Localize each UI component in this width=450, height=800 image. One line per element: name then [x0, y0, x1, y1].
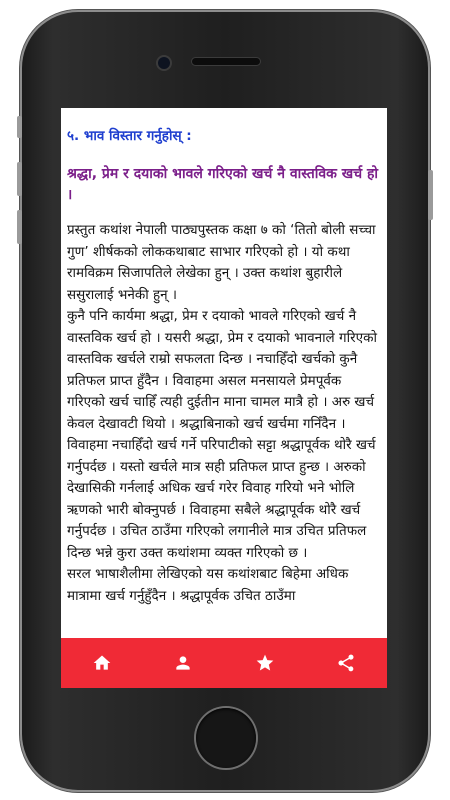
home-hardware-button[interactable] — [196, 708, 256, 768]
star-icon — [255, 653, 275, 673]
home-button[interactable] — [61, 638, 143, 688]
favorite-button[interactable] — [224, 638, 306, 688]
article-content[interactable] — [67, 108, 383, 638]
article-body — [67, 220, 383, 607]
front-camera — [158, 57, 170, 69]
person-icon — [173, 653, 193, 673]
share-button[interactable] — [306, 638, 388, 688]
volume-down-button — [17, 210, 22, 244]
share-icon — [336, 653, 356, 673]
paragraph: सरल भाषाशैलीमा लेखिएको यस कथांशबाट बिहेमा अधिक मात्रामा खर्च गर्नुहुँदैन । श्रद्धापूर्वक उचित ठाउँमा — [67, 566, 349, 604]
volume-up-button — [17, 162, 22, 196]
paragraph: प्रस्तुत कथांश नेपाली पाठ्यपुस्तक कक्षा ७ को ‘तितो बोली सच्चा गुण’ शीर्षकको लोककथाबाट साभार गरिएको हो । यो कथा रामविक्रम सिजापतिले लेखेका हुन् । उक्त कथांश बुहारीले ससुरालाई भनेकी हुन् । — [67, 222, 376, 303]
home-icon — [92, 653, 112, 673]
profile-button[interactable] — [143, 638, 225, 688]
bottom-navigation — [61, 638, 387, 688]
section-heading: ५. भाव विस्तार गर्नुहोस् : — [67, 128, 192, 144]
topic-subheading: श्रद्धा, प्रेम र दयाको भावले गरिएको खर्च नै वास्तविक खर्च हो । — [67, 166, 379, 203]
silent-switch — [17, 116, 22, 138]
earpiece-speaker — [192, 58, 260, 65]
paragraph: कुनै पनि कार्यमा श्रद्धा, प्रेम र दयाको भावले गरिएको खर्च नै वास्तविक खर्च हो । यसरी श्रद्धा, प्रेम र दयाको भावनाले गरिएको वास्तविक खर्चले राम्रो सफलता दिन्छ । नचाहिँदो खर्चको कुनै प्रतिफल प्राप्त हुँदैन । विवाहमा असल मनसायले प्रेमपूर्वक गरिएको खर्च चाहिँ त्यही दुईतीन माना चामल मात्रै हो । अरु खर्च केवल देखावटी थियो । श्रद्धाबिनाको खर्च खर्चमा गनिँदैन । विवाहमा नचाहिँदो खर्च गर्ने परिपाटीको सट्टा श्रद्धापूर्वक थोरै खर्च गर्नुपर्दछ । यस्तो खर्चले मात्र सही प्रतिफल प्राप्त हुन्छ । अरुको देखासिकी गर्नलाई अधिक खर्च गरेर विवाह गरियो भने भोलि ऋणको भारी बोक्नुपर्छ । विवाहमा सबैले श्रद्धापूर्वक थोरै खर्च गर्नुपर्दछ । उचित ठाउँमा गरिएको लगानीले मात्र उचित प्रतिफल दिन्छ भन्ने कुरा उक्त कथांशमा व्यक्त गरिएको छ । — [67, 308, 377, 561]
app-screen — [61, 108, 387, 688]
power-button — [428, 170, 433, 220]
